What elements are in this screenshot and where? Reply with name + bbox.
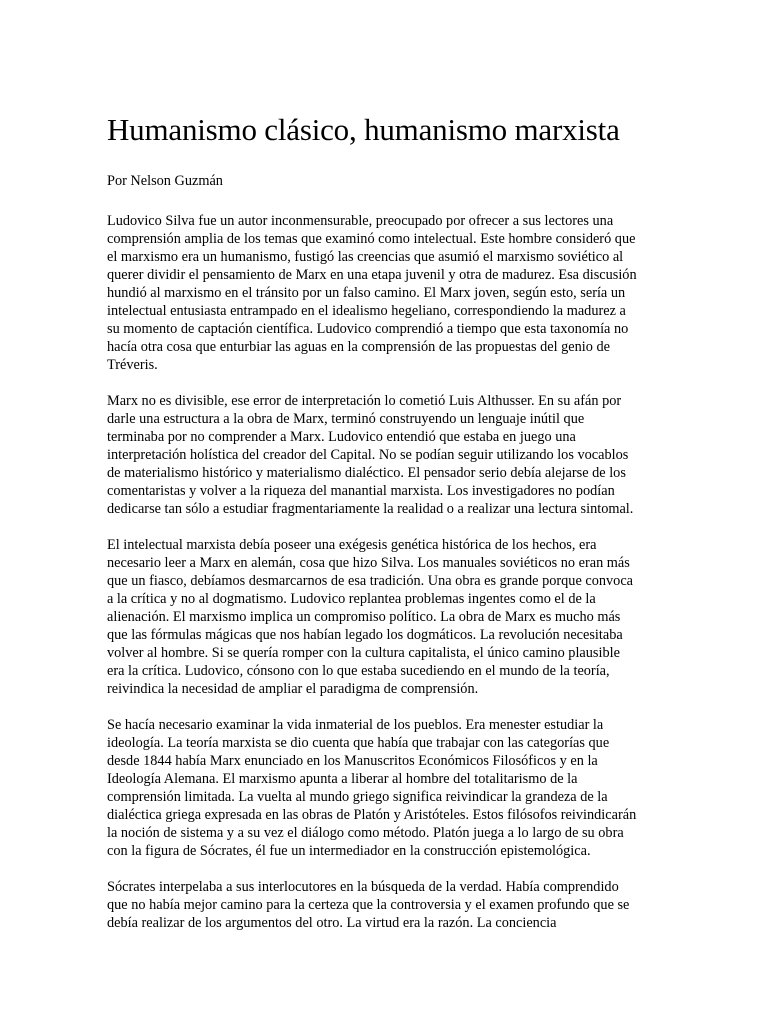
author-byline: Por Nelson Guzmán	[107, 173, 223, 189]
paragraph: Marx no es divisible, ese error de interpretación lo cometió Luis Althusser. En su afán por darle una estructura a la obra de Marx, terminó construyendo un lenguaje inútil que terminaba por no comprender a Marx. Ludovico entendió que estaba en juego una interpretación holística del creador del Capital. No se podían seguir utilizando los vocablos de materialismo histórico y materialismo dialéctico. El pensador serio debía alejarse de los comentaristas y volver a la riqueza del manantial marxista. Los investigadores no podían dedicarse tan sólo a estudiar fragmentariamente la realidad o a realizar una lectura sintomal.	[107, 393, 634, 517]
paragraph: Se hacía necesario examinar la vida inmaterial de los pueblos. Era menester estudiar la ideología. La teoría marxista se dio cuenta que había que trabajar con las categorías que desde 1844 había Marx enunciado en los Manuscritos Económicos Filosóficos y en la Ideología Alemana. El marxismo apunta a liberar al hombre del totalitarismo de la comprensión limitada. La vuelta al mundo griego significa reivindicar la grandeza de la dialéctica griega expresada en las obras de Platón y Aristóteles. Estos filósofos reivindicarán la noción de sistema y a su vez el diálogo como método. Platón juega a lo largo de su obra con la figura de Sócrates, él fue un intermediador en la construcción epistemológica.	[107, 717, 637, 859]
paragraph: Sócrates interpelaba a sus interlocutores en la búsqueda de la verdad. Había comprendido que no había mejor camino para la certeza que la controversia y el examen profundo que se debía realizar de los argumentos del otro. La virtud era la razón. La conciencia	[107, 879, 630, 931]
document-title: Humanismo clásico, humanismo marxista	[107, 112, 620, 147]
document-body	[107, 110, 637, 950]
paragraph: Ludovico Silva fue un autor inconmensurable, preocupado por ofrecer a sus lectores una comprensión amplia de los temas que examinó como intelectual. Este hombre consideró que el marxismo era un humanismo, fustigó las creencias que asumió el marxismo soviético al querer dividir el pensamiento de Marx en una etapa juvenil y otra de madurez. Esa discusión hundió al marxismo en el tránsito por un falso camino. El Marx joven, según esto, sería un intelectual entusiasta entrampado en el idealismo hegeliano, correspondiendo la madurez a su momento de captación científica. Ludovico comprendió a tiempo que esta taxonomía no hacía otra cosa que enturbiar las aguas en la comprensión de las propuestas del genio de Tréveris.	[107, 213, 637, 373]
paragraph: El intelectual marxista debía poseer una exégesis genética histórica de los hechos, era necesario leer a Marx en alemán, cosa que hizo Silva. Los manuales soviéticos no eran más que un fiasco, debíamos desmarcarnos de esa tradición. Una obra es grande porque convoca a la crítica y no al dogmatismo. Ludovico replantea problemas ingentes como el de la alienación. El marxismo implica un compromiso político. La obra de Marx es mucho más que las fórmulas mágicas que nos habían legado los dogmáticos. La revolución necesitaba volver al hombre. Si se quería romper con la cultura capitalista, el único camino plausible era la crítica. Ludovico, cónsono con lo que estaba sucediendo en el mundo de la teoría, reivindica la necesidad de ampliar el paradigma de comprensión.	[107, 537, 634, 697]
